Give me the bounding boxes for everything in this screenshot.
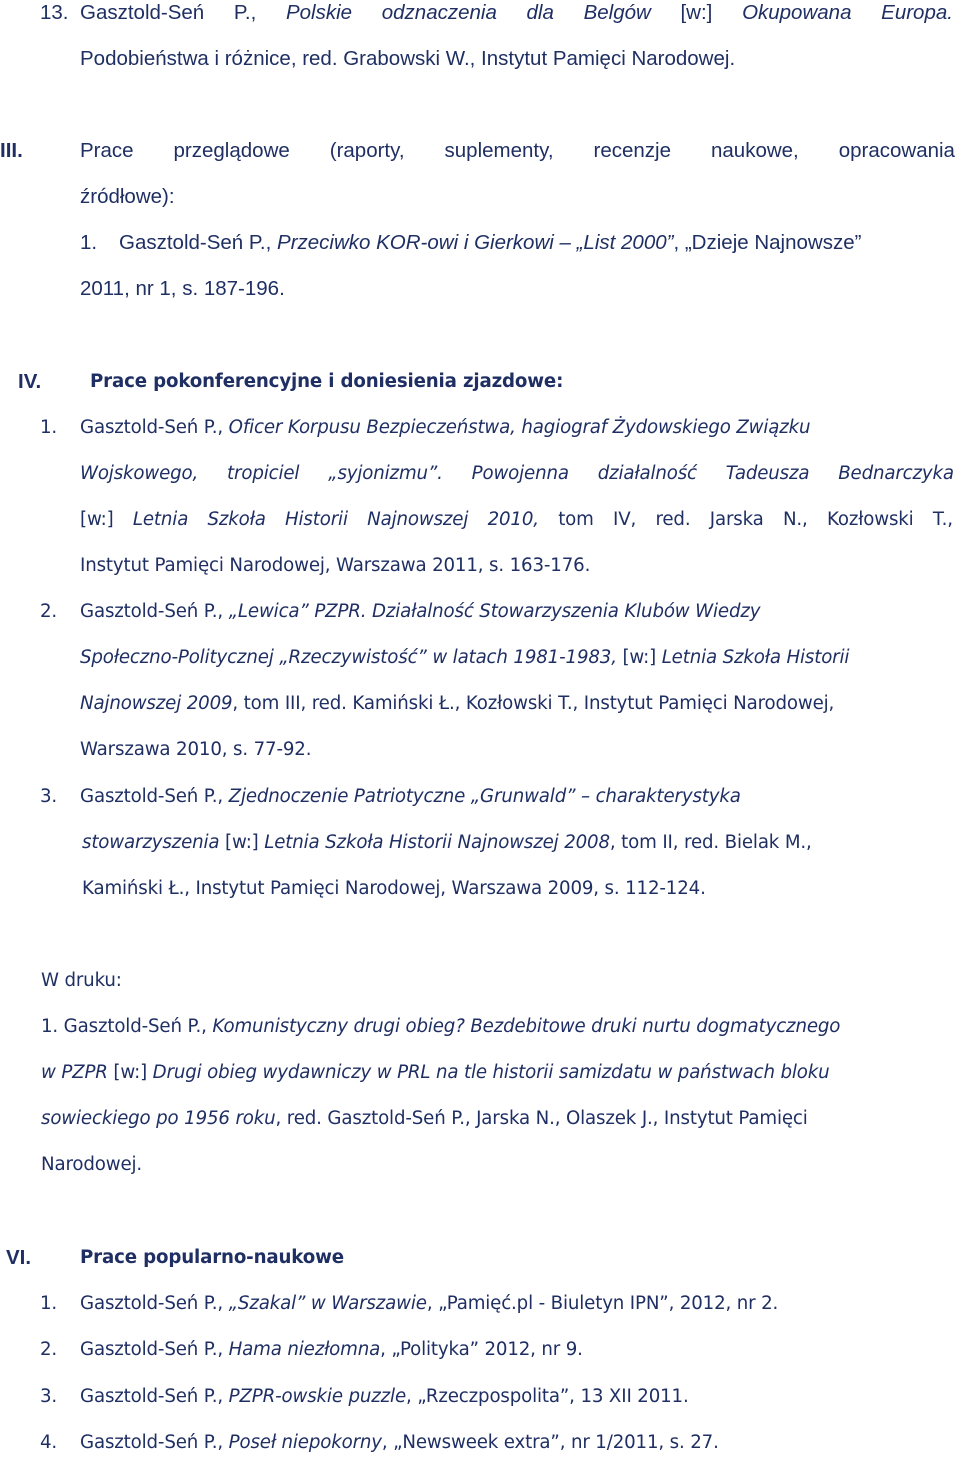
section-6-item-4-number: 4. [40, 1432, 58, 1453]
section-4-item-3-line-1: Gasztold-Seń P., Zjednoczenie Patriotyczne „Grunwald” – charakterystyka [80, 786, 741, 807]
section-4-item-3-number: 3. [40, 786, 58, 807]
section-4-item-1-line-2: Wojskowego, tropiciel „syjonizmu”. Powojenna działalność Tadeusza Bednarczyka [80, 463, 954, 484]
section-4-item-2-line-4: Warszawa 2010, s. 77-92. [80, 739, 312, 760]
section-4-item-1-line-4: Instytut Pamięci Narodowej, Warszawa 2011, s. 163-176. [80, 555, 591, 576]
section-3-item-1-number: 1. [80, 231, 98, 254]
section-3-heading-line-2: źródłowe): [80, 185, 175, 208]
section-4-item-1-line-3: [w:] Letnia Szkoła Historii Najnowszej 2010, tom IV, red. Jarska N., Kozłowski T., [80, 509, 953, 530]
section-4-item-2-line-1: Gasztold-Seń P., „Lewica” PZPR. Działalność Stowarzyszenia Klubów Wiedzy [80, 601, 761, 622]
in-print-heading: W druku: [41, 970, 122, 991]
section-6-item-1-number: 1. [40, 1293, 58, 1314]
section-4-item-2-number: 2. [40, 601, 58, 622]
section-3-item-1-line-2: 2011, nr 1, s. 187-196. [80, 277, 285, 300]
section-6-number: VI. [6, 1246, 32, 1269]
section-6-item-2: Gasztold-Seń P., Hama niezłomna, „Polityka” 2012, nr 9. [80, 1339, 583, 1360]
section-4-heading: Prace pokonferencyjne i doniesienia zjazdowe: [90, 371, 564, 392]
section-6-item-4: Gasztold-Seń P., Poseł niepokorny, „Newsweek extra”, nr 1/2011, s. 27. [80, 1432, 719, 1453]
section-6-item-1: Gasztold-Seń P., „Szakal” w Warszawie, „Pamięć.pl - Biuletyn IPN”, 2012, nr 2. [80, 1293, 779, 1314]
section-4-number: IV. [18, 370, 42, 393]
in-print-line-3: sowieckiego po 1956 roku, red. Gasztold-Seń P., Jarska N., Olaszek J., Instytut Pamięci [41, 1108, 808, 1129]
in-print-line-1: 1. Gasztold-Seń P., Komunistyczny drugi obieg? Bezdebitowe druki nurtu dogmatycznego [41, 1016, 841, 1037]
item-13-line-2: Podobieństwa i różnice, red. Grabowski W., Instytut Pamięci Narodowej. [80, 47, 736, 70]
section-4-item-1-line-1: Gasztold-Seń P., Oficer Korpusu Bezpieczeństwa, hagiograf Żydowskiego Związku [80, 417, 811, 438]
in-print-line-4: Narodowej. [41, 1154, 143, 1175]
section-4-item-3-line-2: stowarzyszenia [w:] Letnia Szkoła Historii Najnowszej 2008, tom II, red. Bielak M., [82, 832, 812, 853]
item-13-number: 13. [40, 1, 69, 24]
section-3-heading: Prace przeglądowe (raporty, suplementy, recenzje naukowe, opracowania [80, 139, 955, 162]
item-13-line-1: Gasztold-Seń P., Polskie odznaczenia dla Belgów [w:] Okupowana Europa. [80, 1, 953, 24]
section-4-item-2-line-2: Społeczno-Politycznej „Rzeczywistość” w latach 1981-1983, [w:] Letnia Szkoła Historii [80, 647, 850, 668]
section-3-number: III. [0, 139, 23, 162]
section-6-item-2-number: 2. [40, 1339, 58, 1360]
section-6-item-3-number: 3. [40, 1386, 58, 1407]
section-4-item-1-number: 1. [40, 417, 58, 438]
section-4-item-3-line-3: Kamiński Ł., Instytut Pamięci Narodowej, Warszawa 2009, s. 112-124. [82, 878, 706, 899]
section-6-heading: Prace popularno-naukowe [80, 1247, 344, 1268]
in-print-line-2: w PZPR [w:] Drugi obieg wydawniczy w PRL na tle historii samizdatu w państwach bloku [41, 1062, 830, 1083]
section-3-item-1: Gasztold-Seń P., Przeciwko KOR-owi i Gierkowi – „List 2000”, „Dzieje Najnowsze” [119, 231, 862, 254]
section-6-item-3: Gasztold-Seń P., PZPR-owskie puzzle, „Rzeczpospolita”, 13 XII 2011. [80, 1386, 689, 1407]
section-4-item-2-line-3: Najnowszej 2009, tom III, red. Kamiński Ł., Kozłowski T., Instytut Pamięci Narodowej, [80, 693, 835, 714]
